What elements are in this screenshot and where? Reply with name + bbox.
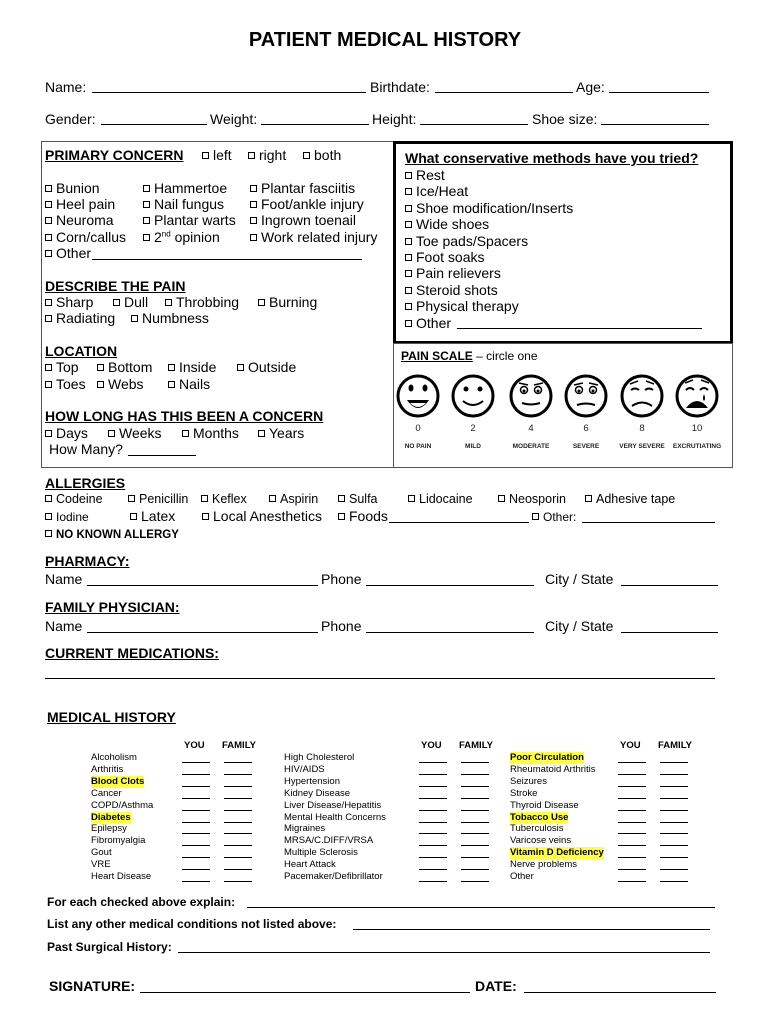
pain-face-10-icon[interactable] — [675, 372, 719, 420]
allergies-heading: ALLERGIES — [45, 475, 126, 491]
name-field[interactable] — [92, 92, 366, 93]
condition-family-field[interactable] — [660, 786, 688, 787]
side-right-option[interactable]: right — [248, 147, 286, 163]
condition-you-field[interactable] — [618, 857, 646, 858]
medical-condition: Varicose veins — [510, 835, 572, 847]
physician-heading: FAMILY PHYSICIAN: — [45, 599, 180, 615]
allergy-option[interactable]: Iodine — [45, 510, 89, 524]
pain-dull[interactable]: Dull — [113, 294, 148, 310]
location-heading: LOCATION — [45, 343, 118, 359]
conservative-item[interactable]: Shoe modification/Inserts — [405, 200, 573, 216]
condition-you-field[interactable] — [182, 845, 210, 846]
medical-condition: VRE — [91, 859, 111, 871]
date-label: DATE: — [475, 978, 517, 994]
allergy-option[interactable]: Sulfa — [338, 492, 378, 506]
pain-scale-number: 8 — [639, 423, 645, 434]
condition-you-field[interactable] — [618, 762, 646, 763]
medical-condition: Thyroid Disease — [510, 799, 579, 811]
location-toes[interactable]: Toes — [45, 376, 86, 392]
condition-you-field[interactable] — [182, 786, 210, 787]
condition-family-field[interactable] — [660, 833, 688, 834]
physician-phone-label: Phone — [321, 618, 362, 634]
primary-concern-heading: PRIMARY CONCERN — [45, 147, 184, 163]
condition-family-field[interactable] — [224, 869, 252, 870]
medical-condition: Fibromyalgia — [91, 835, 146, 847]
pain-scale-label: SEVERE — [572, 443, 600, 450]
medical-condition: HIV/AIDS — [284, 763, 325, 775]
shoe-size-field[interactable] — [601, 124, 709, 125]
pain-radiating[interactable]: Radiating — [45, 310, 115, 326]
signature-field[interactable] — [140, 992, 470, 993]
condition-family-field[interactable] — [224, 786, 252, 787]
location-nails[interactable]: Nails — [168, 376, 210, 392]
surgical-history-field[interactable] — [178, 952, 710, 953]
medical-condition: Blood Clots — [91, 775, 145, 787]
condition-family-field[interactable] — [461, 833, 489, 834]
medical-condition: Seizures — [510, 775, 547, 787]
age-field[interactable] — [609, 92, 709, 93]
name-label: Name: — [45, 79, 87, 95]
pain-scale-number: 4 — [528, 423, 534, 434]
condition-you-field[interactable] — [618, 786, 646, 787]
concern-plantar-warts[interactable]: Plantar warts — [143, 212, 236, 228]
medical-condition: Migraines — [284, 823, 326, 835]
condition-family-field[interactable] — [461, 845, 489, 846]
condition-family-field[interactable] — [461, 762, 489, 763]
gender-field[interactable] — [101, 124, 207, 125]
side-left-option[interactable]: left — [202, 147, 232, 163]
weight-label: Weight: — [210, 111, 258, 127]
pain-scale-title: PAIN SCALE – circle one — [401, 349, 538, 363]
signature-label: SIGNATURE: — [49, 978, 136, 994]
conservative-heading: What conservative methods have you tried? — [405, 150, 699, 166]
pain-scale-label: MILD — [465, 443, 481, 450]
medical-condition: Mental Health Concerns — [284, 811, 386, 823]
pain-burning[interactable]: Burning — [258, 294, 317, 310]
foods-field[interactable] — [389, 522, 529, 523]
physician-name-field[interactable] — [87, 632, 318, 633]
condition-you-field[interactable] — [618, 869, 646, 870]
pharmacy-heading: PHARMACY: — [45, 553, 130, 569]
medical-condition: Cancer — [91, 787, 122, 799]
condition-you-field[interactable] — [618, 833, 646, 834]
condition-you-field[interactable] — [182, 762, 210, 763]
conservative-item[interactable]: Toe pads/Spacers — [405, 233, 528, 249]
pain-scale-label: EXCRUTIATING — [672, 443, 722, 450]
date-field[interactable] — [524, 992, 716, 993]
medical-condition: Stroke — [510, 787, 538, 799]
condition-you-field[interactable] — [182, 798, 210, 799]
allergy-option[interactable]: Local Anesthetics — [202, 508, 322, 524]
describe-pain-heading: DESCRIBE THE PAIN — [45, 278, 186, 294]
condition-family-field[interactable] — [461, 810, 489, 811]
condition-you-field[interactable] — [419, 786, 447, 787]
condition-you-field[interactable] — [419, 881, 447, 882]
height-field[interactable] — [420, 124, 528, 125]
location-bottom[interactable]: Bottom — [97, 359, 152, 375]
allergy-option[interactable]: Aspirin — [269, 492, 318, 506]
conservative-item[interactable]: Wide shoes — [405, 216, 489, 232]
medical-condition: Heart Attack — [284, 859, 336, 871]
condition-family-field[interactable] — [224, 845, 252, 846]
concern-neuroma[interactable]: Neuroma — [45, 212, 114, 228]
how-many-field[interactable] — [128, 455, 196, 456]
condition-family-field[interactable] — [660, 869, 688, 870]
medical-condition: Multiple Sclerosis — [284, 847, 358, 859]
condition-you-field[interactable] — [182, 810, 210, 811]
condition-family-field[interactable] — [224, 822, 252, 823]
condition-family-field[interactable] — [224, 762, 252, 763]
medical-condition: Poor Circulation — [510, 752, 584, 763]
pharmacy-name-label: Name — [45, 571, 83, 587]
conservative-item[interactable]: Pain relievers — [405, 265, 501, 281]
condition-family-field[interactable] — [660, 881, 688, 882]
pharmacy-phone-field[interactable] — [366, 585, 534, 586]
col1-you-header: YOU — [184, 740, 205, 751]
medical-condition: Diabetes — [91, 811, 131, 823]
condition-family-field[interactable] — [660, 798, 688, 799]
condition-family-field[interactable] — [461, 869, 489, 870]
how-long-heading: HOW LONG HAS THIS BEEN A CONCERN — [45, 408, 324, 424]
pain-face-2-icon[interactable] — [451, 372, 495, 420]
concern-ingrown-toenail[interactable]: Ingrown toenail — [250, 212, 356, 228]
duration-weeks[interactable]: Weeks — [108, 425, 162, 441]
col2-family-header: FAMILY — [459, 740, 493, 751]
medical-condition: Liver Disease/Hepatitis — [284, 799, 382, 811]
condition-you-field[interactable] — [419, 762, 447, 763]
col3-you-header: YOU — [620, 740, 641, 751]
side-both-option[interactable]: both — [303, 147, 341, 163]
medical-condition: Heart Disease — [91, 871, 152, 882]
concern-second-opinion[interactable]: 2nd opinion — [143, 229, 220, 245]
condition-family-field[interactable] — [461, 798, 489, 799]
allergy-option[interactable]: Lidocaine — [408, 492, 473, 506]
condition-family-field[interactable] — [224, 774, 252, 775]
how-many-label: How Many? — [49, 441, 123, 457]
medications-field[interactable] — [45, 678, 715, 679]
medical-condition: MRSA/C.DIFF/VRSA — [284, 835, 374, 847]
duration-years[interactable]: Years — [258, 425, 304, 441]
physician-phone-field[interactable] — [366, 632, 534, 633]
explain-field[interactable] — [247, 907, 715, 908]
concern-heel-pain[interactable]: Heel pain — [45, 196, 115, 212]
condition-you-field[interactable] — [182, 774, 210, 775]
condition-family-field[interactable] — [461, 857, 489, 858]
condition-family-field[interactable] — [660, 857, 688, 858]
condition-you-field[interactable] — [182, 869, 210, 870]
height-label: Height: — [372, 111, 417, 127]
location-outside[interactable]: Outside — [237, 359, 296, 375]
condition-you-field[interactable] — [182, 833, 210, 834]
medical-condition: Hypertension — [284, 775, 340, 787]
allergy-option[interactable]: Penicillin — [128, 492, 188, 506]
col3-family-header: FAMILY — [658, 740, 692, 751]
condition-family-field[interactable] — [660, 774, 688, 775]
conservative-other-field[interactable] — [457, 328, 702, 329]
concern-hammertoe[interactable]: Hammertoe — [143, 180, 227, 196]
condition-you-field[interactable] — [419, 833, 447, 834]
concern-work-injury[interactable]: Work related injury — [250, 229, 377, 245]
medical-history-heading: MEDICAL HISTORY — [47, 709, 176, 725]
gender-label: Gender: — [45, 111, 96, 127]
medical-condition: Kidney Disease — [284, 787, 351, 799]
medical-condition: Pacemaker/Defibrillator — [284, 871, 383, 882]
allergy-option[interactable]: Other: — [532, 510, 576, 524]
allergy-other-field[interactable] — [582, 522, 715, 523]
condition-family-field[interactable] — [224, 857, 252, 858]
conservative-item[interactable]: Rest — [405, 167, 445, 183]
medical-condition: Gout — [91, 847, 112, 859]
no-known-allergy[interactable]: NO KNOWN ALLERGY — [45, 529, 179, 541]
condition-family-field[interactable] — [224, 881, 252, 882]
weight-field[interactable] — [261, 124, 369, 125]
allergy-option[interactable]: Foods — [338, 508, 388, 524]
explain-label: For each checked above explain: — [47, 895, 236, 909]
condition-you-field[interactable] — [618, 822, 646, 823]
allergy-option[interactable]: Keflex — [201, 492, 247, 506]
conservative-item[interactable]: Steroid shots — [405, 282, 498, 298]
condition-family-field[interactable] — [461, 786, 489, 787]
other-conditions-field[interactable] — [353, 929, 710, 930]
medical-condition: Rheumatoid Arthritis — [510, 763, 596, 775]
medical-condition: Tobacco Use — [510, 811, 569, 823]
allergy-option[interactable]: Adhesive tape — [585, 492, 675, 506]
conservative-item[interactable]: Foot soaks — [405, 249, 484, 265]
condition-you-field[interactable] — [419, 857, 447, 858]
physician-city-field[interactable] — [621, 632, 718, 633]
medications-heading: CURRENT MEDICATIONS: — [45, 645, 219, 661]
location-inside[interactable]: Inside — [168, 359, 216, 375]
condition-you-field[interactable] — [419, 798, 447, 799]
concern-foot-ankle-injury[interactable]: Foot/ankle injury — [250, 196, 364, 212]
condition-you-field[interactable] — [618, 845, 646, 846]
condition-family-field[interactable] — [660, 822, 688, 823]
medical-condition: Epilepsy — [91, 823, 127, 835]
pain-scale-number: 2 — [470, 423, 476, 434]
condition-family-field[interactable] — [461, 774, 489, 775]
condition-family-field[interactable] — [660, 762, 688, 763]
allergy-option[interactable]: Codeine — [45, 492, 103, 506]
pain-scale-label: VERY SEVERE — [619, 443, 665, 450]
condition-family-field[interactable] — [224, 833, 252, 834]
pain-scale-number: 6 — [583, 423, 589, 434]
location-webs[interactable]: Webs — [97, 376, 144, 392]
pain-numbness[interactable]: Numbness — [131, 310, 209, 326]
condition-you-field[interactable] — [182, 881, 210, 882]
condition-you-field[interactable] — [618, 810, 646, 811]
medical-condition: Other — [510, 871, 534, 882]
pain-scale-label: MODERATE — [512, 443, 550, 450]
pain-throbbing[interactable]: Throbbing — [165, 294, 239, 310]
concern-bunion[interactable]: Bunion — [45, 180, 100, 196]
col2-you-header: YOU — [421, 740, 442, 751]
pain-sharp[interactable]: Sharp — [45, 294, 93, 310]
age-label: Age: — [576, 79, 605, 95]
other-conditions-label: List any other medical conditions not listed above: — [47, 917, 337, 931]
condition-family-field[interactable] — [224, 798, 252, 799]
surgical-history-label: Past Surgical History: — [47, 940, 172, 954]
condition-you-field[interactable] — [419, 869, 447, 870]
pain-face-8-icon[interactable] — [620, 372, 664, 420]
birthdate-label: Birthdate: — [370, 79, 430, 95]
pain-face-4-icon[interactable] — [509, 372, 553, 420]
pharmacy-name-field[interactable] — [87, 585, 318, 586]
condition-you-field[interactable] — [618, 798, 646, 799]
col1-family-header: FAMILY — [222, 740, 256, 751]
condition-family-field[interactable] — [224, 810, 252, 811]
concern-plantar-fasciitis[interactable]: Plantar fasciitis — [250, 180, 355, 196]
medical-condition: High Cholesterol — [284, 752, 355, 763]
condition-you-field[interactable] — [419, 774, 447, 775]
physician-city-label: City / State — [545, 618, 614, 634]
duration-days[interactable]: Days — [45, 425, 88, 441]
conservative-item[interactable]: Other — [405, 315, 451, 331]
birthdate-field[interactable] — [435, 92, 573, 93]
condition-family-field[interactable] — [660, 845, 688, 846]
location-top[interactable]: Top — [45, 359, 79, 375]
condition-family-field[interactable] — [660, 810, 688, 811]
shoe-size-label: Shoe size: — [532, 111, 598, 127]
condition-you-field[interactable] — [618, 774, 646, 775]
allergy-option[interactable]: Neosporin — [498, 492, 566, 506]
condition-you-field[interactable] — [182, 857, 210, 858]
concern-other[interactable]: Other — [45, 245, 91, 261]
concern-nail-fungus[interactable]: Nail fungus — [143, 196, 224, 212]
pain-face-6-icon[interactable] — [564, 372, 608, 420]
condition-you-field[interactable] — [419, 822, 447, 823]
allergy-option[interactable]: Latex — [130, 508, 175, 524]
condition-family-field[interactable] — [461, 881, 489, 882]
condition-you-field[interactable] — [182, 822, 210, 823]
pain-scale-number: 10 — [691, 423, 703, 434]
medical-condition: COPD/Asthma — [91, 799, 154, 811]
medical-condition: Nerve problems — [510, 859, 578, 871]
pharmacy-city-label: City / State — [545, 571, 614, 587]
medical-condition: Arthritis — [91, 763, 124, 775]
medical-condition: Alcoholism — [91, 752, 137, 763]
pain-scale-label: NO PAIN — [404, 443, 432, 450]
page-title: PATIENT MEDICAL HISTORY — [248, 29, 522, 51]
duration-months[interactable]: Months — [182, 425, 239, 441]
concern-corn-callus[interactable]: Corn/callus — [45, 229, 126, 245]
physician-name-label: Name — [45, 618, 83, 634]
condition-you-field[interactable] — [618, 881, 646, 882]
condition-you-field[interactable] — [419, 810, 447, 811]
condition-you-field[interactable] — [419, 845, 447, 846]
medical-condition: Vitamin D Deficiency — [510, 847, 604, 859]
pharmacy-city-field[interactable] — [621, 585, 718, 586]
pain-scale-number: 0 — [415, 423, 421, 434]
condition-family-field[interactable] — [461, 822, 489, 823]
conservative-item[interactable]: Ice/Heat — [405, 183, 468, 199]
pain-face-0-icon[interactable] — [396, 372, 440, 420]
concern-other-field[interactable] — [92, 259, 362, 260]
medical-condition: Tuberculosis — [510, 823, 564, 835]
conservative-item[interactable]: Physical therapy — [405, 298, 519, 314]
pharmacy-phone-label: Phone — [321, 571, 362, 587]
